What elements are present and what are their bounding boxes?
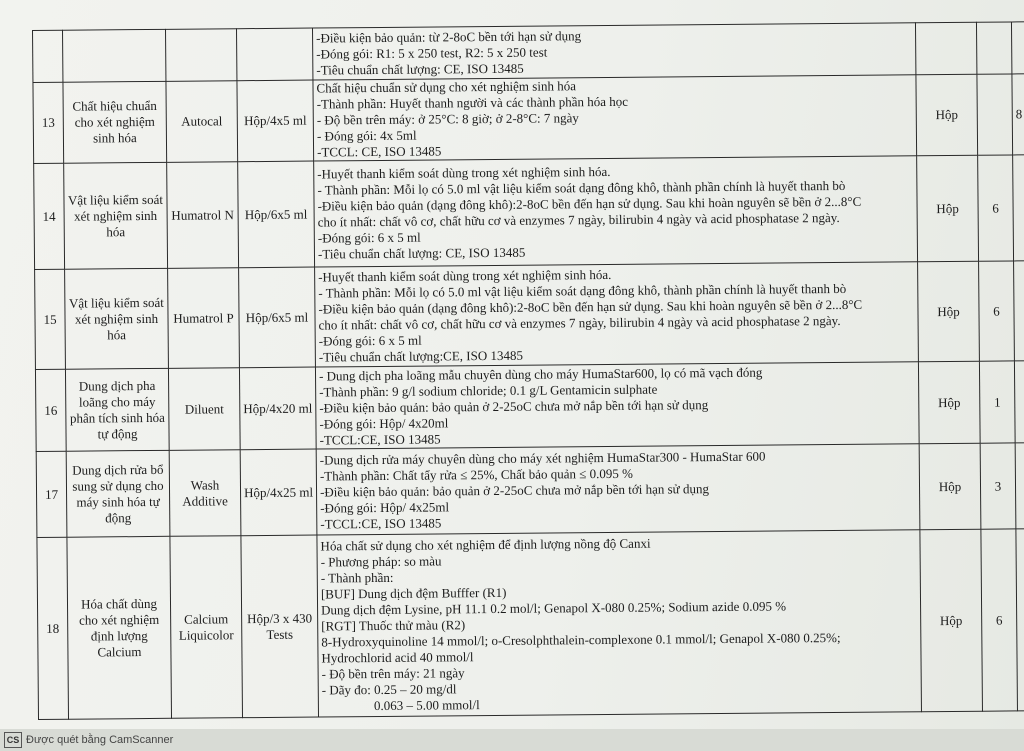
quantity-cell	[976, 22, 1011, 74]
spec-line: -Thành phần: Huyết thanh người và các thành phần hóa học	[316, 93, 629, 112]
table-row	[35, 261, 1024, 370]
quantity-cell: 6	[979, 261, 1015, 361]
product-name-cell: Chất hiệu chuẩn cho xét nghiệm sinh hóa	[63, 81, 167, 163]
table-row	[37, 529, 1024, 720]
spec-line: [BUF] Dung dịch đệm Bufffer (R1)	[320, 584, 507, 601]
table-row	[34, 155, 1024, 270]
specification-cell	[314, 156, 918, 267]
cut-off-value-cell: 8	[1012, 74, 1024, 155]
spec-line: -Điều kiện bảo quản (dạng đông khô):2-8oC bền đến hạn sử dụng. Sau khi hoàn nguyên sẽ bền ở 2...8°C	[317, 193, 862, 214]
spec-line: - Đóng gói: 4x 5ml	[316, 127, 417, 144]
packaging-cell: Hộp/4x20 ml	[239, 367, 316, 450]
row-number-cell: 17	[36, 451, 67, 537]
packaging-cell: Hộp/4x5 ml	[237, 80, 314, 162]
spec-line: -Huyết thanh kiểm soát dùng trong xét nghiệm sinh hóa.	[318, 266, 612, 285]
packaging-cell	[236, 28, 312, 81]
document-sheet	[32, 21, 1024, 720]
product-code-cell: Wash Additive	[169, 450, 241, 537]
packaging-cell: Hộp/6x5 ml	[238, 161, 315, 268]
spec-line: [RGT] Thuốc thử màu (R2)	[321, 616, 466, 633]
row-number-cell: 14	[34, 163, 65, 269]
spec-line: 0.063 – 5.00 mmol/l	[373, 696, 480, 713]
specification-cell	[312, 23, 915, 80]
row-number-cell: 16	[35, 369, 66, 451]
spec-line: -Tiêu chuẩn chất lượng:CE, ISO 13485	[318, 347, 524, 365]
quantity-cell: 3	[980, 443, 1016, 529]
product-code-cell: Humatrol N	[167, 162, 239, 269]
spec-line: Hydrochlorid acid 40 mmol/l	[321, 648, 474, 665]
unit-cell: Hộp	[918, 361, 980, 444]
camscanner-footer	[0, 729, 1024, 751]
spec-line: - Dung dịch pha loãng mẫu chuyên dùng cho máy HumaStar600, lọ có mã vạch đóng	[318, 364, 763, 384]
product-code-cell: Humatrol P	[168, 268, 240, 369]
row-number-cell: 13	[33, 82, 64, 163]
spec-line: 8-Hydroxyquinoline 14 mmol/l; o-Cresolphthalein-complexone 0.1 mmol/l; Genapol X-080 0.25%;	[321, 629, 841, 649]
cut-off-value-cell	[1014, 361, 1024, 443]
spec-line: - Độ bền trên máy: ở 25°C: 8 giờ; ở 2-8°C: 7 ngày	[316, 110, 579, 128]
row-number-cell: 15	[35, 269, 66, 369]
spec-line: -Tiêu chuẩn chất lượng: CE, ISO 13485	[316, 60, 524, 78]
product-code-cell: Autocal	[166, 81, 238, 163]
spec-line: - Độ bền trên máy: 21 ngày	[321, 664, 465, 681]
product-name-cell	[63, 29, 166, 82]
spec-line: -TCCL:CE, ISO 13485	[320, 514, 442, 532]
table-row	[33, 74, 1024, 164]
unit-cell: Hộp	[920, 529, 983, 712]
cut-off-value-cell	[1016, 529, 1024, 711]
spec-line: -Thành phần: 9 g/l sodium chloride; 0.1 g/L Gentamicin sulphate	[319, 381, 658, 400]
packaging-cell: Hộp/6x5 ml	[239, 267, 316, 368]
product-name-cell: Hóa chất dùng cho xét nghiệm định lượng Calcium	[67, 536, 172, 719]
spec-line: -Huyết thanh kiểm soát dùng trong xét nghiệm sinh hóa.	[317, 163, 611, 182]
table-body	[33, 22, 1024, 720]
spec-line: - Thành phần: Mỗi lọ có 5.0 ml vật liệu kiểm soát dạng đông khô, thành phần chính là huyết thanh bò	[318, 280, 847, 301]
spec-line: -Thành phần: Chất tẩy rửa ≤ 25%, Chất bảo quản ≤ 0.095 %	[319, 465, 633, 484]
spec-line: cho ít nhất: chất vô cơ, chất hữu cơ và enzymes 7 ngày, bilirubin 4 ngày và acid phosphatase 2 ngày.	[318, 312, 841, 333]
specification-cell	[313, 75, 917, 161]
unit-cell: Hộp	[916, 74, 978, 156]
spec-line: - Dãy đo: 0.25 – 20 mg/dl	[321, 680, 457, 697]
cut-off-value-cell	[1011, 22, 1024, 74]
spec-line: - Phương pháp: so màu	[320, 552, 442, 570]
cut-off-value-cell	[1015, 443, 1024, 529]
cut-off-value-cell	[1014, 261, 1024, 361]
spec-line: - Thành phần: Mỗi lọ có 5.0 ml vật liệu kiểm soát dạng đông khô, thành phần chính là huyết thanh bò	[317, 177, 846, 198]
spec-line: -Đóng gói: 6 x 5 ml	[317, 229, 421, 246]
product-code-cell: Calcium Liquicolor	[170, 536, 243, 719]
spec-line: Hóa chất sử dụng cho xét nghiệm để định lượng nồng độ Canxi	[320, 535, 651, 554]
quantity-cell: 6	[978, 155, 1014, 261]
product-code-cell: Diluent	[168, 368, 240, 451]
specification-table	[32, 21, 1024, 720]
spec-line: -Điều kiện bảo quản: từ 2-8oC bền tới hạn sử dụng	[316, 27, 582, 46]
spec-line: -TCCL:CE, ISO 13485	[319, 430, 441, 448]
unit-cell	[915, 22, 976, 75]
spec-line: -Dung dịch rửa máy chuyên dùng cho máy xét nghiệm HumaStar300 - HumaStar 600	[319, 448, 766, 468]
specification-cell	[315, 262, 919, 367]
spec-line: -Điều kiện bảo quản: bảo quản ở 2-25oC chưa mở nắp bền tới hạn sử dụng	[319, 480, 709, 500]
camscanner-logo-icon: CS	[4, 732, 22, 748]
unit-cell: Hộp	[917, 155, 979, 262]
spec-line: -Đóng gói: Hộp/ 4x20ml	[319, 414, 449, 432]
specification-cell	[316, 444, 920, 535]
spec-line: -Đóng gói: Hộp/ 4x25ml	[320, 498, 450, 516]
spec-line: -TCCL: CE, ISO 13485	[317, 143, 442, 160]
table-row	[35, 361, 1024, 452]
product-name-cell: Vật liệu kiểm soát xét nghiệm sinh hóa	[65, 268, 169, 369]
spec-line: - Thành phần:	[320, 569, 394, 586]
spec-line: cho ít nhất: chất vô cơ, chất hữu cơ và enzymes 7 ngày, bilirubin 4 ngày và acid phosphatase 2 ngày.	[317, 209, 840, 230]
spec-line: Chất hiệu chuẩn sử dụng cho xét nghiệm sinh hóa	[316, 78, 576, 96]
row-number-cell: 18	[37, 537, 69, 719]
product-name-cell: Dung dịch pha loãng cho máy phân tích sinh hóa tự động	[65, 368, 169, 451]
spec-line: -Tiêu chuẩn chất lượng: CE, ISO 13485	[317, 244, 526, 262]
table-row	[33, 22, 1024, 83]
specification-cell	[315, 362, 919, 449]
spec-line: -Đóng gói: 6 x 5 ml	[318, 332, 422, 349]
table-row	[36, 443, 1024, 538]
quantity-cell: 6	[981, 529, 1018, 711]
unit-cell: Hộp	[919, 443, 981, 530]
spec-line: -Điều kiện bảo quản: bảo quản ở 2-25oC chưa mở nắp bền tới hạn sử dụng	[319, 396, 709, 416]
camscanner-caption: Được quét bằng CamScanner	[26, 734, 174, 746]
spec-line: -Điều kiện bảo quản (dạng đông khô):2-8oC bền đến hạn sử dụng. Sau khi hoàn nguyên sẽ bền ở 2...8°C	[318, 296, 863, 317]
quantity-cell: 1	[979, 361, 1015, 443]
cut-off-value-cell	[1013, 155, 1024, 261]
spec-line: Dung dịch đệm Lysine, pH 11.1 0.2 mol/l; Genapol X-080 0.25%; Sodium azide 0.095 %	[321, 597, 787, 617]
spec-line: -Đóng gói: R1: 5 x 250 test, R2: 5 x 250 test	[316, 44, 548, 62]
unit-cell: Hộp	[918, 261, 980, 362]
product-name-cell: Dung dịch rửa bổ sung sử dụng cho máy sinh hóa tự động	[66, 450, 170, 537]
quantity-cell	[977, 74, 1013, 155]
packaging-cell: Hộp/4x25 ml	[240, 449, 317, 536]
product-name-cell: Vật liệu kiểm soát xét nghiệm sinh hóa	[64, 162, 168, 269]
packaging-cell: Hộp/3 x 430 Tests	[241, 535, 319, 718]
product-code-cell	[165, 29, 236, 82]
specification-cell	[317, 530, 922, 717]
row-number-cell	[33, 30, 63, 82]
